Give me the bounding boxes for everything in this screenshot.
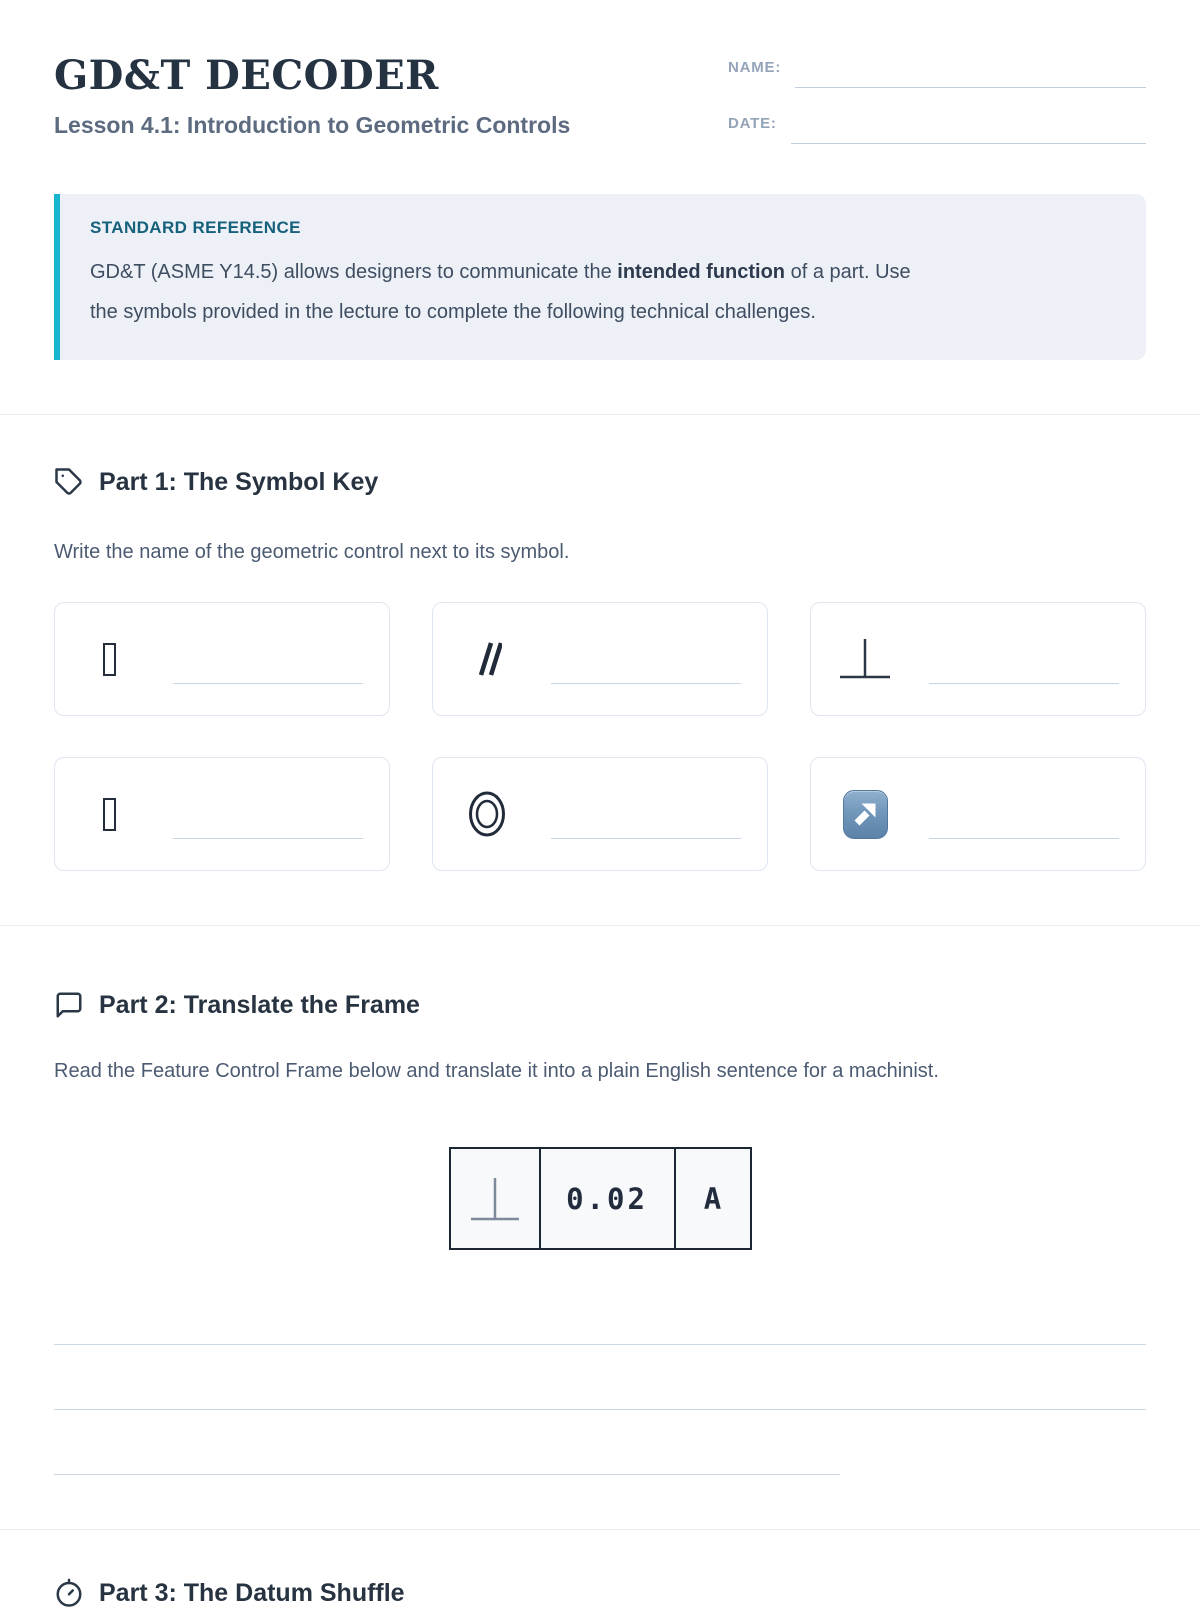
symbol-card-3 (810, 602, 1146, 716)
tag-icon (54, 467, 84, 497)
missing-glyph-icon (81, 798, 137, 831)
missing-glyph-icon (81, 643, 137, 676)
student-fields (728, 55, 1146, 144)
section-divider (0, 1529, 1200, 1530)
reference-body-line1-end: of a part. Use (785, 261, 911, 283)
reference-title: STANDARD REFERENCE (90, 218, 301, 237)
symbol-card-4 (54, 757, 390, 871)
stopwatch-icon (54, 1578, 84, 1608)
part1-section (54, 467, 1146, 871)
date-field-row (728, 113, 1146, 144)
fcf-tolerance-cell: 0.02 (539, 1149, 674, 1248)
part2-description: Read the Feature Control Frame below and translate it into a plain English sentence for a machinist. (54, 1060, 939, 1082)
north-east-arrow-emoji-icon (837, 790, 893, 839)
name-label: NAME: (728, 59, 782, 76)
concentricity-icon (459, 790, 515, 838)
section-divider (0, 414, 1200, 415)
symbol-answer-line-2[interactable] (551, 683, 741, 684)
symbol-answer-line-5[interactable] (551, 838, 741, 839)
section-divider (0, 925, 1200, 926)
translation-answer-line-2[interactable] (54, 1409, 1146, 1410)
symbol-answer-line-4[interactable] (173, 838, 363, 839)
symbol-card-2 (432, 602, 768, 716)
reference-body-bold: intended function (617, 261, 786, 283)
fcf-perpendicularity-icon (469, 1174, 521, 1224)
reference-body-start: GD&T (ASME Y14.5) allows designers to communicate the (90, 261, 618, 283)
part3-section (54, 1578, 1146, 1608)
standard-reference-callout (54, 194, 1146, 360)
page-header (54, 52, 1146, 144)
fcf-perpendicularity-cell (451, 1149, 539, 1248)
date-label: DATE: (728, 115, 777, 132)
name-field-row (728, 57, 1146, 88)
lesson-subtitle: Lesson 4.1: Introduction to Geometric Controls (54, 112, 571, 138)
part2-heading-text: Part 2: Translate the Frame (99, 990, 420, 1019)
page-title: GD&T DECODER (54, 52, 439, 99)
part3-heading-text: Part 3: The Datum Shuffle (99, 1578, 405, 1607)
symbol-answer-line-1[interactable] (173, 683, 363, 684)
part2-section (54, 990, 1146, 1475)
reference-body (90, 252, 1116, 332)
date-input-line[interactable] (791, 113, 1146, 144)
translation-answer-line-3[interactable] (54, 1474, 840, 1475)
symbol-card-1 (54, 602, 390, 716)
reference-body-line2: the symbols provided in the lecture to complete the following technical challenges. (90, 301, 816, 323)
speech-bubble-icon (54, 990, 84, 1020)
name-input-line[interactable] (795, 57, 1146, 88)
parallelism-icon (459, 639, 515, 679)
perpendicularity-icon (837, 636, 893, 682)
part1-heading-text: Part 1: The Symbol Key (99, 467, 379, 496)
part1-heading (54, 467, 1146, 497)
symbol-card-5 (432, 757, 768, 871)
symbol-card-6 (810, 757, 1146, 871)
part2-heading (54, 990, 1146, 1020)
fcf-datum-cell: A (674, 1149, 750, 1248)
symbol-answer-line-3[interactable] (929, 683, 1119, 684)
header-titles (54, 52, 571, 144)
part1-description: Write the name of the geometric control next to its symbol. (54, 541, 570, 563)
part3-heading (54, 1578, 1146, 1608)
symbol-answer-line-6[interactable] (929, 838, 1119, 839)
feature-control-frame (449, 1147, 752, 1250)
translation-answer-line-1[interactable] (54, 1344, 1146, 1345)
symbol-key-grid (54, 602, 1146, 871)
